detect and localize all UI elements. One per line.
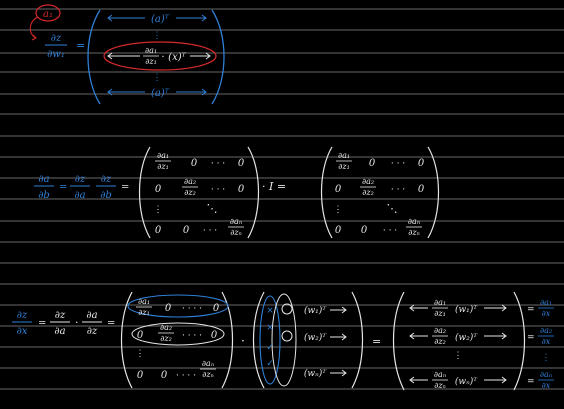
s3-side-eq1: =	[527, 305, 535, 315]
s2-m2-a22-den: ∂z₂	[362, 188, 374, 197]
s3-rn-w: (wₙ)ᵀ	[454, 377, 478, 387]
s2-m2-zero-e: 0	[334, 225, 342, 236]
s3-mA-zero-e: 0	[136, 370, 144, 381]
s1-row1-text: (a)ᵀ	[151, 14, 169, 25]
s3-side2-den: ∂x	[541, 337, 551, 346]
s2-m1-a11-num: ∂a₁	[156, 151, 170, 160]
s1-row2-tail: (x)ᵀ	[168, 52, 186, 63]
s3-mA-zero-c: 0	[136, 330, 144, 341]
s2-m2-a11-den: ∂z₁	[338, 162, 350, 171]
s2-chain1-den: ∂a	[74, 190, 86, 201]
s3-wn: (wₙ)ᵀ	[303, 369, 327, 379]
s2-m2-cdots: · · ·	[390, 159, 406, 169]
s3-cross-1: ×	[266, 306, 274, 316]
s2-m1-zero-a: 0	[190, 158, 198, 169]
s3-r2-num: ∂a₂	[433, 326, 447, 335]
s2-equals: =	[59, 182, 68, 193]
s3-mA-ann-den: ∂zₙ	[202, 370, 214, 379]
s1-row2-frac-den: ∂z₁	[145, 57, 157, 66]
s2-m2-ann-den: ∂zₙ	[408, 228, 420, 237]
s3-check-2: ✓	[266, 359, 274, 369]
s3-side2-num: ∂a₂	[539, 326, 553, 335]
s1-row2-frac-num: ∂a₁	[144, 46, 158, 55]
s3-check-1: ✓	[266, 343, 274, 353]
s3-mA-a22-den: ∂z₂	[160, 334, 172, 343]
s3-side1-num: ∂a₁	[539, 298, 553, 307]
s3-dot: ·	[75, 316, 79, 329]
s3-rn-num: ∂aₙ	[433, 370, 447, 379]
s3-side-eq2: =	[527, 333, 535, 343]
s2-chain2-num: ∂z	[100, 174, 112, 185]
s3-side1-den: ∂x	[541, 309, 551, 318]
s1-equals: =	[76, 39, 86, 52]
s3-mA-cdots3: · · · ·	[175, 371, 197, 381]
s2-m1-vdots: ⋮	[153, 205, 163, 215]
s2-m2-ddots: ⋱	[386, 202, 398, 215]
s2-m1-a11-den: ∂z₁	[157, 162, 169, 171]
s3-mA-zero-f: 0	[160, 370, 168, 381]
s3-chain2-den: ∂z	[86, 326, 98, 337]
s2-m1-cdots2: · · ·	[210, 185, 226, 195]
s3-mA-zero-b: 0	[212, 303, 220, 314]
s1-row2-dot: ·	[161, 52, 165, 63]
s2-lhs-den: ∂b	[38, 190, 50, 201]
s2-lhs-num: ∂a	[38, 174, 50, 185]
s3-mA-a11-den: ∂z₁	[138, 308, 150, 317]
s2-m2-a22-num: ∂a₂	[361, 177, 375, 186]
s3-side-eq3: =	[527, 377, 535, 387]
s3-mA-zero-a: 0	[164, 303, 172, 314]
s1-lhs-num: ∂z	[50, 33, 62, 44]
s3-mA-a22-num: ∂a₂	[159, 323, 173, 332]
s2-m2-ann-num: ∂aₙ	[407, 217, 421, 226]
s2-m2-cdots2: · · ·	[390, 185, 406, 195]
circled-label: a₁	[43, 9, 53, 20]
s3-r2-den: ∂z₂	[434, 337, 446, 346]
s2-m2-a11-num: ∂a₁	[337, 151, 351, 160]
s2-m2-zero-f: 0	[360, 225, 368, 236]
s3-w1: (w₁)ᵀ	[303, 306, 327, 316]
s2-equals2: =	[121, 182, 130, 193]
s3-mA-a11-num: ∂a₁	[137, 297, 151, 306]
s3-mA-zero-d: 0	[210, 330, 218, 341]
s2-chain1-num: ∂z	[74, 174, 86, 185]
s3-mA-cdots2: · · · ·	[181, 331, 203, 341]
s2-m1-a22-den: ∂z₂	[184, 188, 196, 197]
s3-equals: =	[38, 318, 47, 329]
s1-vdots-top: ⋮	[152, 31, 162, 41]
s3-w2: (w₂)ᵀ	[303, 333, 327, 343]
s3-r1-num: ∂a₁	[433, 298, 447, 307]
s3-times: ·	[241, 334, 245, 348]
s2-m2-zero-c: 0	[334, 184, 342, 195]
s1-vdots-bottom: ⋮	[152, 73, 162, 83]
s2-m2-vdots: ⋮	[333, 205, 343, 215]
s3-mA-ann-num: ∂aₙ	[201, 359, 215, 368]
s3-side-vdots: ⋮	[541, 353, 551, 363]
s3-lhs-den: ∂x	[16, 326, 28, 337]
s2-m2-zero-a: 0	[368, 158, 376, 169]
s3-chain2-num: ∂a	[86, 310, 98, 321]
s2-m1-zero-c: 0	[154, 184, 162, 195]
s3-mA-cdots: · · · ·	[181, 304, 203, 314]
s2-m2-zero-b: 0	[417, 158, 425, 169]
s3-siden-den: ∂x	[541, 381, 551, 390]
s1-row3-text: (a)ᵀ	[151, 88, 169, 99]
s2-m1-zero-d: 0	[237, 184, 245, 195]
s3-equals2: =	[372, 335, 382, 348]
s2-m1-zero-b: 0	[237, 158, 245, 169]
s2-m1-ddots: ⋱	[206, 202, 218, 215]
s2-m1-zero-e: 0	[154, 225, 162, 236]
s3-r1-w: (w₁)ᵀ	[454, 305, 478, 315]
s2-dot-identity: · I =	[262, 180, 287, 193]
s3-lhs-num: ∂z	[16, 310, 28, 321]
s3-r2-w: (w₂)ᵀ	[454, 333, 478, 343]
s2-m1-ann-den: ∂zₙ	[230, 228, 242, 237]
s2-m1-a22-num: ∂a₂	[183, 177, 197, 186]
s3-mR-vdots: ⋮	[453, 351, 463, 361]
s3-mA-vdots: ⋮	[135, 349, 145, 359]
s3-siden-num: ∂aₙ	[539, 370, 553, 379]
s1-lhs-den: ∂w₁	[47, 49, 65, 60]
s3-chain1-den: ∂a	[54, 326, 66, 337]
s3-chain1-num: ∂z	[54, 310, 66, 321]
s2-chain2-den: ∂b	[100, 190, 112, 201]
s2-m1-cdots: · · ·	[210, 159, 226, 169]
s2-m1-cdots3: · · ·	[202, 226, 218, 236]
s2-m1-zero-f: 0	[182, 225, 190, 236]
s2-m2-zero-d: 0	[417, 184, 425, 195]
s3-cross-2: ×	[266, 323, 274, 333]
s3-equals-b: =	[107, 318, 116, 329]
s2-m1-ann-num: ∂aₙ	[229, 217, 243, 226]
s3-rn-den: ∂zₙ	[434, 381, 446, 390]
s2-m2-cdots3: · · ·	[382, 226, 398, 236]
s3-r1-den: ∂z₁	[434, 309, 446, 318]
